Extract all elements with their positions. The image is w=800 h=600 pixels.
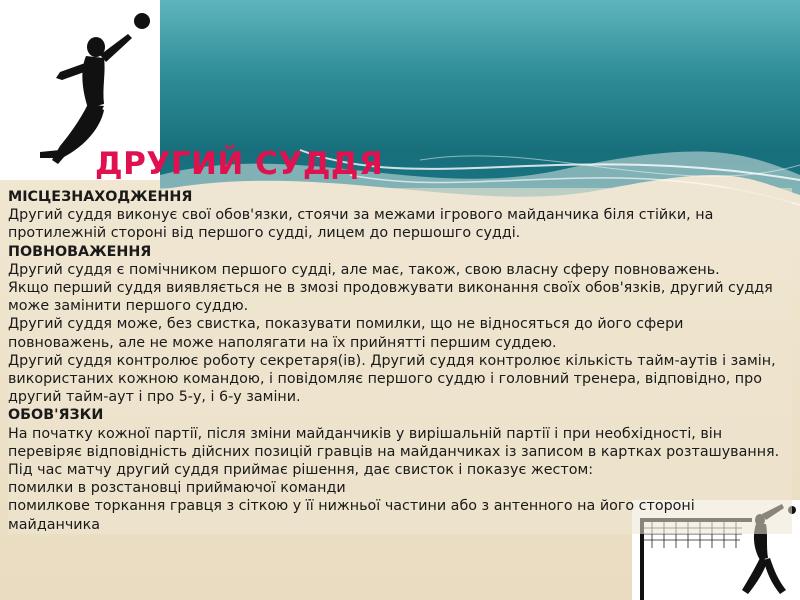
body-line: Під час матчу другий суддя приймає рішення, дає свисток і показує жестом: xyxy=(8,462,594,479)
body-line: Другий суддя може, без свистка, показувати помилки, що не відносяться до його сфери xyxy=(8,316,684,333)
body-line: помилкове торкання гравця з сіткою у її нижньої частини або з антенного на його стороні xyxy=(8,498,695,515)
body-line: може замінити першого суддю. xyxy=(8,298,249,315)
section-heading-duties: ОБОВ'ЯЗКИ xyxy=(8,407,104,424)
body-line: Другий суддя виконує свої обов'язки, стоячи за межами ігрового майданчика біля стійки, на xyxy=(8,207,714,224)
body-line: помилки в розстановці приймаючої команди xyxy=(8,480,346,497)
section-heading-powers: ПОВНОВАЖЕННЯ xyxy=(8,243,152,260)
section-heading-location: МІСЦЕЗНАХОДЖЕННЯ xyxy=(8,189,193,205)
body-line: протилежній стороні від першого судді, лицем до першошго судді. xyxy=(8,225,521,242)
slide-title: ДРУГИЙ СУДДЯ xyxy=(95,146,384,182)
body-line: другий тайм-аут і про 5-у, і 6-у заміни. xyxy=(8,389,301,406)
slide-body-text xyxy=(8,188,792,534)
body-line: Другий суддя є помічником першого судді, але має, також, свою власну сферу повноважень. xyxy=(8,261,720,278)
body-line: Другий суддя контролює роботу секретаря(ів). Другий суддя контролює кількість тайм-аутів і замін, xyxy=(8,352,776,369)
body-line: перевіряє відповідність дійсних позицій гравців на майданчиках із записом в картках розташування. xyxy=(8,443,780,460)
body-line: використаних кожною командою, і повідомляє першого суддю і головний тренера, відповідно, про xyxy=(8,371,762,388)
body-line: Якщо перший суддя виявляється не в змозі продовжувати виконання своїх обов'язків, другий суддя xyxy=(8,280,773,297)
body-line: майданчика xyxy=(8,516,100,533)
body-line: повноважень, але не може наполягати на їх прийнятті першим суддею. xyxy=(8,334,557,351)
body-line: На початку кожної партії, після зміни майданчиків у вирішальній партії і при необхідності, він xyxy=(8,425,723,442)
